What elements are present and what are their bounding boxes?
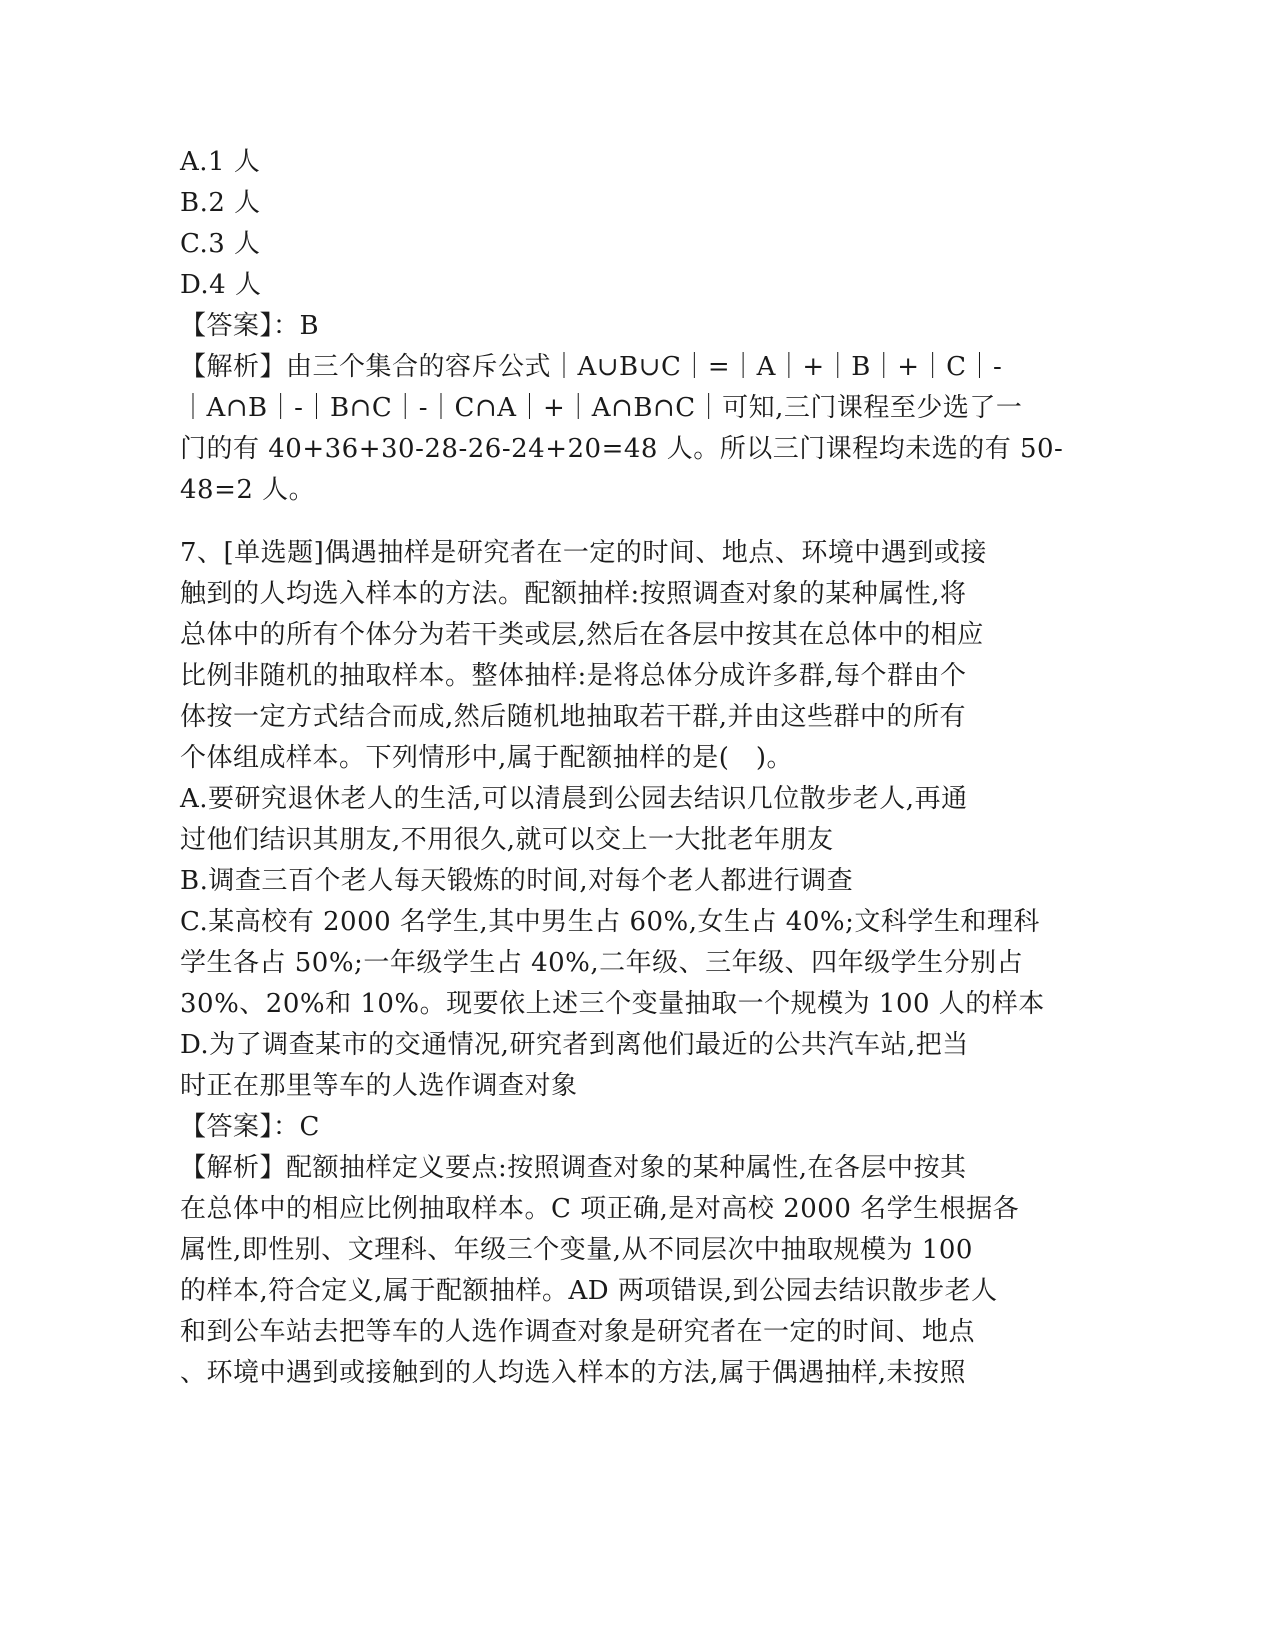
- question-7-answer: 【答案】：C: [180, 1112, 320, 1142]
- analysis-line: 和到公车站去把等车的人选作调查对象是研究者在一定的时间、地点: [180, 1317, 976, 1347]
- prev-question-options: [180, 142, 1060, 306]
- option-d: D.4 人: [180, 270, 262, 300]
- analysis-line: ｜A∩B｜-｜B∩C｜-｜C∩A｜+｜A∩B∩C｜可知,三门课程至少选了一: [180, 393, 1023, 423]
- option-c: C.3 人: [180, 229, 261, 259]
- analysis-line: 门的有 40+36+30-28-26-24+20=48 人。所以三门课程均未选的有 50-: [180, 434, 1064, 464]
- analysis-line: 在总体中的相应比例抽取样本。C 项正确,是对高校 2000 名学生根据各: [180, 1194, 1020, 1224]
- prev-question-analysis: [180, 347, 1064, 511]
- question-7-options: [180, 779, 1060, 1107]
- stem-line: 总体中的所有个体分为若干类或层,然后在各层中按其在总体中的相应: [180, 620, 984, 650]
- section-gap: [180, 511, 1060, 533]
- option-line: B.调查三百个老人每天锻炼的时间,对每个老人都进行调查: [180, 866, 854, 896]
- analysis-line: 【解析】配额抽样定义要点:按照调查对象的某种属性,在各层中按其: [180, 1153, 967, 1183]
- option-b: B.2 人: [180, 188, 261, 218]
- document-page: [180, 142, 1064, 1394]
- question-7-stem: [180, 533, 1060, 779]
- analysis-line: 的样本,符合定义,属于配额抽样。AD 两项错误,到公园去结识散步老人: [180, 1276, 998, 1306]
- analysis-line: 、环境中遇到或接触到的人均选入样本的方法,属于偶遇抽样,未按照: [180, 1358, 967, 1388]
- stem-line: 比例非随机的抽取样本。整体抽样:是将总体分成许多群,每个群由个: [180, 661, 967, 691]
- option-line: D.为了调查某市的交通情况,研究者到离他们最近的公共汽车站,把当: [180, 1030, 969, 1060]
- option-line: 过他们结识其朋友,不用很久,就可以交上一大批老年朋友: [180, 825, 834, 855]
- prev-question-answer: 【答案】：B: [180, 311, 320, 341]
- stem-line: 体按一定方式结合而成,然后随机地抽取若干群,并由这些群中的所有: [180, 702, 967, 732]
- question-7-analysis: [180, 1148, 1060, 1394]
- stem-line: 触到的人均选入样本的方法。配额抽样:按照调查对象的某种属性,将: [180, 579, 967, 609]
- option-line: 学生各占 50%;一年级学生占 40%,二年级、三年级、四年级学生分别占: [180, 948, 1024, 978]
- option-line: 30%、20%和 10%。现要依上述三个变量抽取一个规模为 100 人的样本: [180, 989, 1045, 1019]
- analysis-line: 48=2 人。: [180, 475, 316, 505]
- option-line: C.某高校有 2000 名学生,其中男生占 60%,女生占 40%;文科学生和理科: [180, 907, 1040, 937]
- option-line: 时正在那里等车的人选作调查对象: [180, 1071, 578, 1101]
- analysis-line: 【解析】由三个集合的容斥公式｜A∪B∪C｜=｜A｜+｜B｜+｜C｜-: [180, 352, 1003, 382]
- option-a: A.1 人: [180, 147, 261, 177]
- analysis-line: 属性,即性别、文理科、年级三个变量,从不同层次中抽取规模为 100: [180, 1235, 973, 1265]
- option-line: A.要研究退休老人的生活,可以清晨到公园去结识几位散步老人,再通: [180, 784, 968, 814]
- stem-line: 个体组成样本。下列情形中,属于配额抽样的是( )。: [180, 743, 794, 773]
- stem-line: 7、[单选题]偶遇抽样是研究者在一定的时间、地点、环境中遇到或接: [180, 538, 987, 568]
